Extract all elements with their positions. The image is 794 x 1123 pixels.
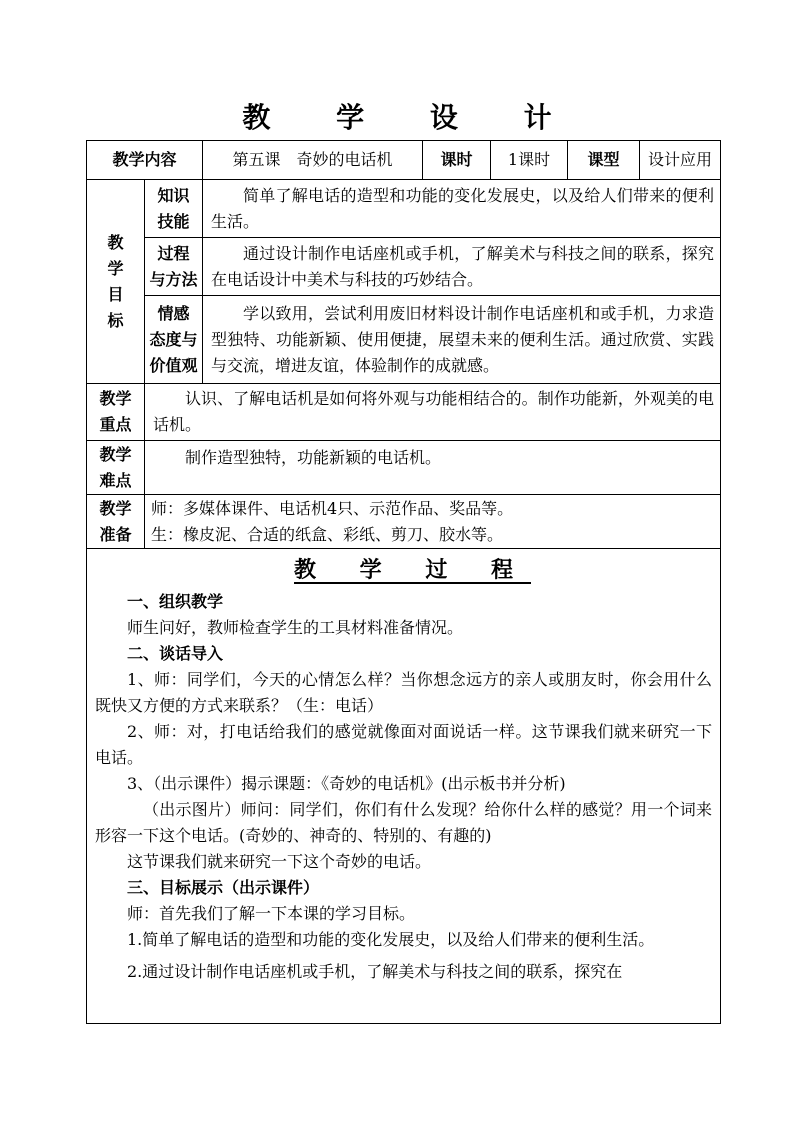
goal-text-knowledge: 简单了解电话的造型和功能的变化发展史，以及给人们带来的便利生活。: [203, 180, 721, 238]
goal-label-emotion: 情感 态度与 价值观: [145, 296, 203, 384]
goal-text-emotion: 学以致用，尝试利用废旧材料设计制作电话座机和或手机，力求造型独特、功能新颖、使用便捷，展望未来的便利生活。通过欣赏、实践与交流，增进友谊，体验制作的成就感。: [203, 296, 721, 384]
goal-label-process: 过程 与方法: [145, 238, 203, 296]
content-value: 第五课 奇妙的电话机: [203, 141, 423, 180]
process-paragraph: 二、谈话导入: [127, 644, 224, 663]
key-points-text: 认识、了解电话机是如何将外观与功能相结合的。制作功能新，外观美的电话机。: [145, 384, 721, 441]
preparation-row: [87, 495, 721, 549]
hours-value: 1课时: [491, 141, 568, 180]
preparation-text: [145, 495, 721, 549]
preparation-label: 教学 准备: [87, 495, 145, 549]
preparation-teacher: 师：多媒体课件、电话机4只、示范作品、奖品等。: [151, 498, 514, 518]
hours-label: 课时: [423, 141, 491, 180]
lesson-plan-table: [86, 140, 721, 1024]
goal-row-process: [87, 238, 721, 296]
key-points-label: 教学 重点: [87, 384, 145, 441]
process-paragraph: （出示图片）师问：同学们，你们有什么发现？给你什么样的感觉？用一个词来形容一下这个电话。(奇妙的、神奇的、特别的、有趣的): [95, 800, 713, 845]
difficulties-row: [87, 441, 721, 495]
process-paragraph: 3、（出示课件）揭示课题：《奇妙的电话机》(出示板书并分析): [127, 774, 566, 793]
type-value: 设计应用: [640, 141, 721, 180]
process-paragraph: 一、组织教学: [127, 592, 224, 611]
difficulties-label: 教学 难点: [87, 441, 145, 495]
goal-label-knowledge: 知识 技能: [145, 180, 203, 238]
process-paragraph: 2、师：对，打电话给我们的感觉就像面对面说话一样。这节课我们就来研究一下电话。: [95, 722, 713, 767]
preparation-student: 生：橡皮泥、合适的纸盒、彩纸、剪刀、胶水等。: [151, 524, 504, 544]
process-row: [87, 549, 721, 1024]
document-title: 教 学 设 计: [242, 101, 580, 134]
process-paragraph: 1.简单了解电话的造型和功能的变化发展史，以及给人们带来的便利生活。: [127, 930, 655, 949]
process-paragraph: 师生问好，教师检查学生的工具材料准备情况。: [127, 618, 464, 637]
process-paragraph: 2.通过设计制作电话座机或手机，了解美术与科技之间的联系，探究在: [127, 962, 623, 981]
process-paragraph: 这节课我们就来研究一下这个奇妙的电话。: [127, 852, 432, 871]
header-row: [87, 141, 721, 180]
process-cell: [87, 549, 721, 1024]
process-title: 教 学 过 程: [294, 557, 531, 583]
content-label: 教学内容: [87, 141, 203, 180]
process-paragraph: 三、目标展示（出示课件）: [127, 878, 320, 897]
goal-row-emotion: [87, 296, 721, 384]
goal-text-process: 通过设计制作电话座机或手机，了解美术与科技之间的联系，探究在电话设计中美术与科技的巧妙结合。: [203, 238, 721, 296]
type-label: 课型: [568, 141, 640, 180]
key-points-row: [87, 384, 721, 441]
process-paragraph: 1、师：同学们，今天的心情怎么样？当你想念远方的亲人或朋友时，你会用什么既快又方便的方式来联系？（生：电话）: [95, 670, 713, 715]
goal-row-knowledge: [87, 180, 721, 238]
difficulties-text: 制作造型独特，功能新颖的电话机。: [145, 441, 721, 495]
process-paragraph: 师：首先我们了解一下本课的学习目标。: [127, 904, 416, 923]
goals-label: 教 学 目 标: [87, 180, 145, 384]
